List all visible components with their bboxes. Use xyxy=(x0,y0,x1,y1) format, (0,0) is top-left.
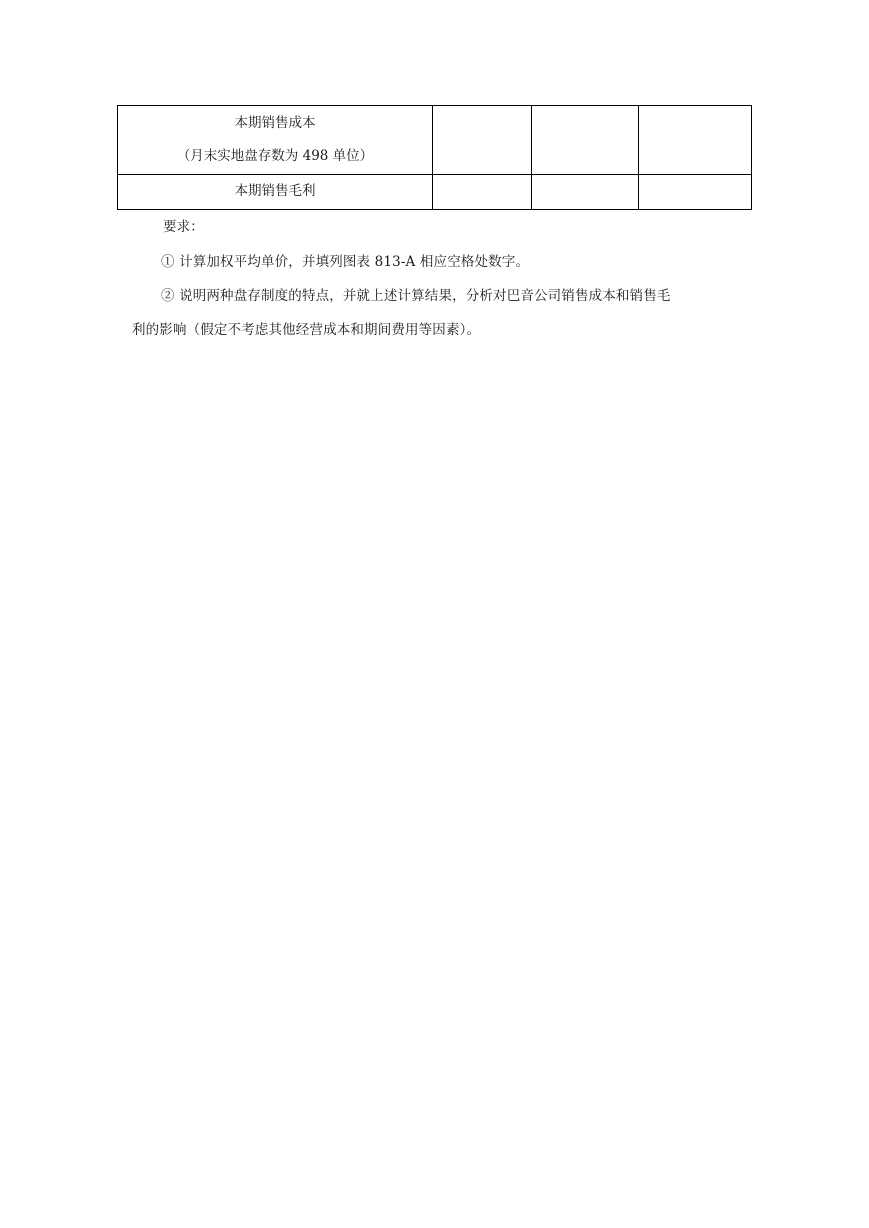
table-cell xyxy=(639,106,752,175)
row-label-cell xyxy=(118,175,433,210)
table-cell xyxy=(433,106,532,175)
requirement-item-2-continued: 利的影响（假定不考虑其他经营成本和期间费用等因素）。 xyxy=(132,322,481,338)
row-label: 本期销售毛利 xyxy=(234,183,316,200)
table-cell xyxy=(639,175,752,210)
row-label-note: （月末实地盘存数为 498 单位） xyxy=(176,147,374,164)
row-label: 本期销售成本 xyxy=(234,115,316,131)
requirement-item-1: ① 计算加权平均单价，并填列图表 813-A 相应空格处数字。 xyxy=(161,254,530,270)
row-label-cell xyxy=(118,106,433,175)
table-row xyxy=(118,175,752,210)
cost-table xyxy=(117,105,752,210)
table-cell xyxy=(433,175,532,210)
table-cell xyxy=(532,106,639,175)
requirements-heading: 要求： xyxy=(163,219,204,235)
requirement-item-2: ② 说明两种盘存制度的特点，并就上述计算结果，分析对巴音公司销售成本和销售毛 xyxy=(161,288,671,304)
table-row xyxy=(118,106,752,175)
table-cell xyxy=(532,175,639,210)
